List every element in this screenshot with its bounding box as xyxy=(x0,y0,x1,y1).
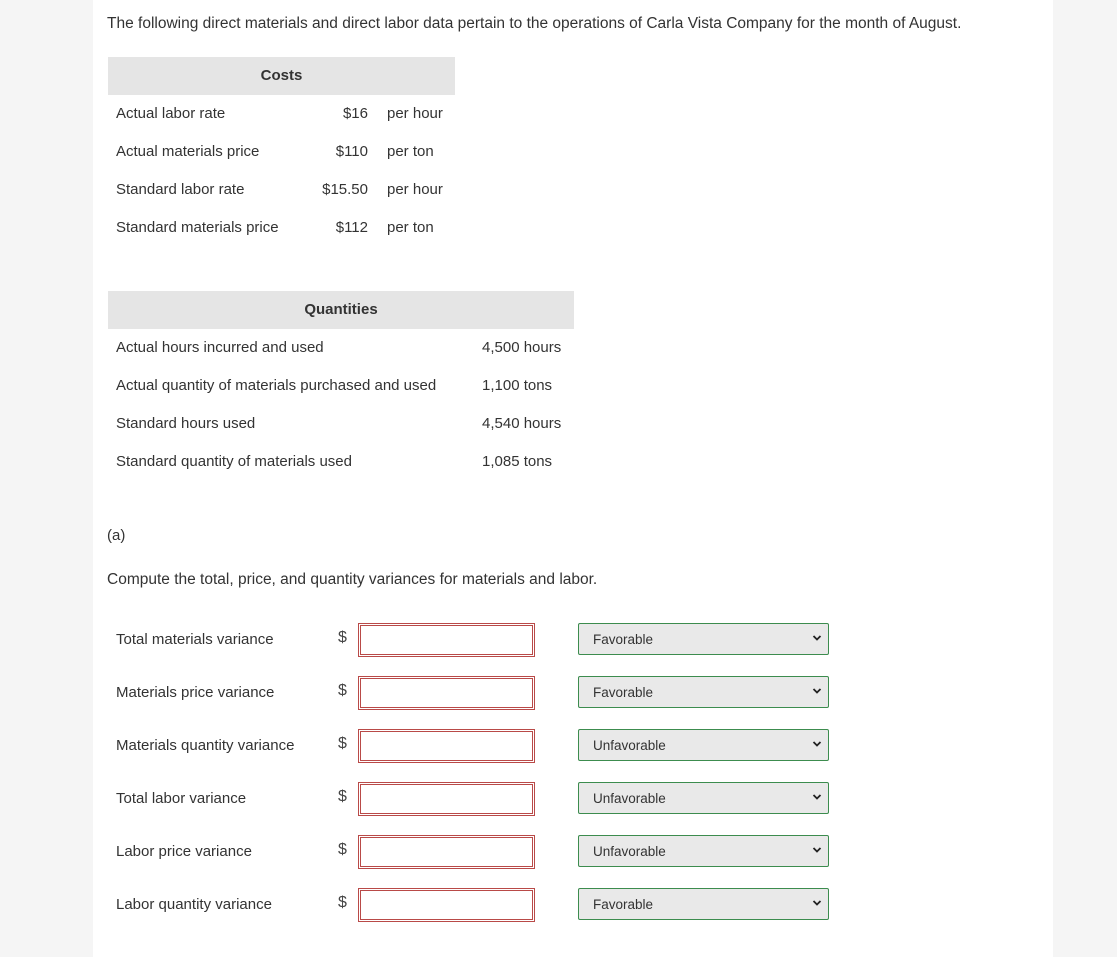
chevron-down-icon xyxy=(812,686,822,696)
materials-quantity-variance-input[interactable] xyxy=(360,731,533,761)
quantities-row-label: Standard quantity of materials used xyxy=(116,453,352,470)
total-labor-variance-select[interactable] xyxy=(578,782,829,814)
intro-text: The following direct materials and direct labor data pertain to the operations of Carla Vista Company for the month of August. xyxy=(107,15,962,32)
costs-row-unit: per hour xyxy=(387,181,443,198)
quantities-header xyxy=(108,291,574,329)
costs-row-value: $16 xyxy=(342,105,368,122)
quantities-row-label: Actual quantity of materials purchased and used xyxy=(116,377,437,394)
labor-quantity-variance-input[interactable] xyxy=(360,890,533,920)
quantities-row-value: 4,500 hours xyxy=(482,339,562,356)
total-materials-variance-select[interactable] xyxy=(578,623,829,655)
costs-row-value: $112 xyxy=(335,219,368,236)
materials-price-variance-input[interactable] xyxy=(360,678,533,708)
chevron-down-icon xyxy=(812,792,822,802)
costs-row-label: Actual materials price xyxy=(116,143,260,160)
variance-label: Materials price variance xyxy=(116,684,275,701)
chevron-down-icon xyxy=(812,845,822,855)
select-value: Unfavorable xyxy=(593,844,666,859)
select-value: Unfavorable xyxy=(593,738,666,753)
costs-row-label: Standard labor rate xyxy=(116,181,245,198)
costs-row-unit: per hour xyxy=(387,105,443,122)
materials-quantity-variance-select[interactable] xyxy=(578,729,829,761)
costs-row-label: Standard materials price xyxy=(116,219,279,236)
quantities-row-value: 1,085 tons xyxy=(482,453,553,470)
costs-row-unit: per ton xyxy=(387,143,434,160)
costs-row-value: $15.50 xyxy=(322,181,368,198)
quantities-row-label: Actual hours incurred and used xyxy=(116,339,324,356)
variance-label: Labor price variance xyxy=(116,843,252,860)
costs-row-label: Actual labor rate xyxy=(116,105,226,122)
variance-label: Total labor variance xyxy=(116,790,247,807)
total-materials-variance-input[interactable] xyxy=(360,625,533,655)
currency-symbol: $ xyxy=(338,841,347,858)
part-label: (a) xyxy=(107,527,126,544)
costs-row-value: $110 xyxy=(335,143,368,160)
costs-header xyxy=(108,57,455,95)
costs-header-label: Costs xyxy=(260,67,303,84)
variance-label: Total materials variance xyxy=(116,631,274,648)
select-value: Favorable xyxy=(593,897,654,912)
currency-symbol: $ xyxy=(338,894,347,911)
costs-row-unit: per ton xyxy=(387,219,434,236)
materials-price-variance-select[interactable] xyxy=(578,676,829,708)
quantities-row-value: 1,100 tons xyxy=(482,377,553,394)
currency-symbol: $ xyxy=(338,735,347,752)
instruction-text: Compute the total, price, and quantity variances for materials and labor. xyxy=(107,571,598,588)
select-value: Unfavorable xyxy=(593,791,666,806)
variance-label: Labor quantity variance xyxy=(116,896,272,913)
currency-symbol: $ xyxy=(338,788,347,805)
labor-quantity-variance-select[interactable] xyxy=(578,888,829,920)
chevron-down-icon xyxy=(812,739,822,749)
currency-symbol: $ xyxy=(338,629,347,646)
variance-label: Materials quantity variance xyxy=(116,737,295,754)
chevron-down-icon xyxy=(812,633,822,643)
chevron-down-icon xyxy=(812,898,822,908)
total-labor-variance-input[interactable] xyxy=(360,784,533,814)
select-value: Favorable xyxy=(593,685,654,700)
quantities-row-label: Standard hours used xyxy=(116,415,256,432)
currency-symbol: $ xyxy=(338,682,347,699)
quantities-header-label: Quantities xyxy=(304,301,378,318)
quantities-row-value: 4,540 hours xyxy=(482,415,562,432)
select-value: Favorable xyxy=(593,632,654,647)
labor-price-variance-select[interactable] xyxy=(578,835,829,867)
labor-price-variance-input[interactable] xyxy=(360,837,533,867)
